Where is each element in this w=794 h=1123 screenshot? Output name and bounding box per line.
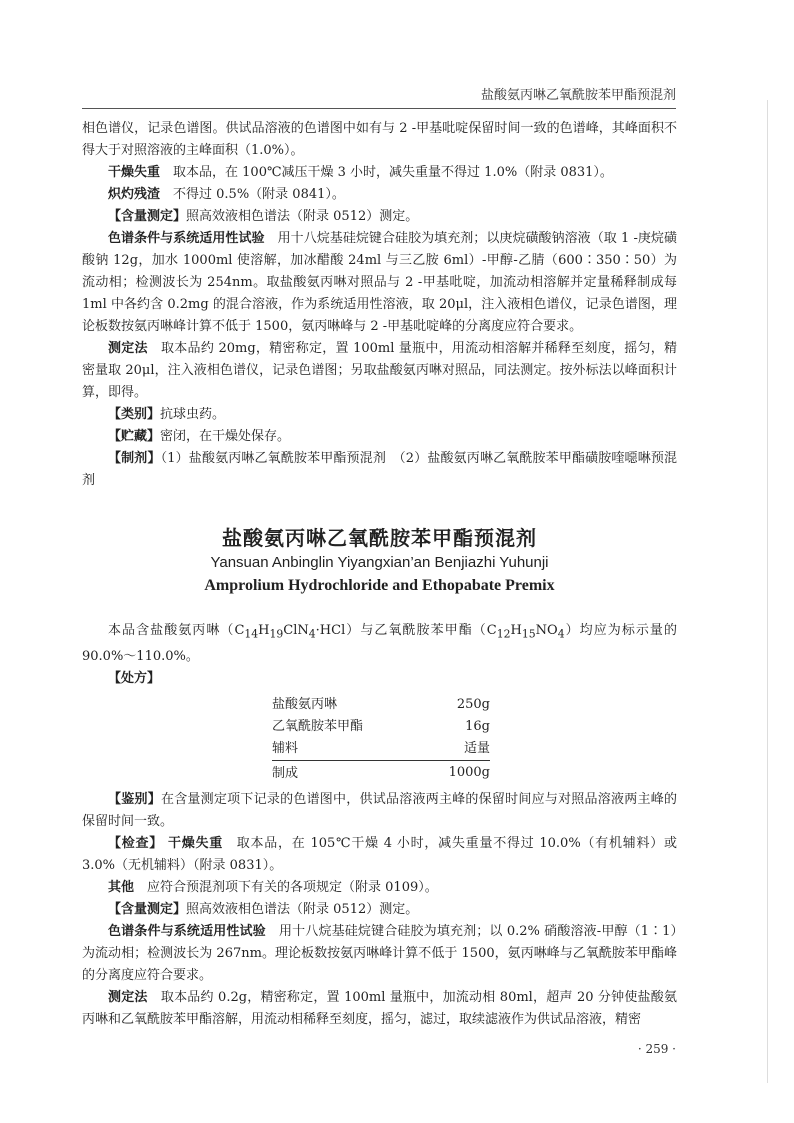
paragraph-intro: 本品含盐酸氨丙啉$(C_{14}H_{19}ClN_4\cdot HCl)$与乙氧酰胺苯甲酯$(C_{12}H_{15}NO_4)$均应为标示量的 90.0%～110.0%。	[82, 623, 677, 664]
label: 【贮藏】	[108, 429, 161, 444]
paragraph-other: 其他 应符合预混剂项下有关的各项规定（附录 0109）。	[108, 879, 438, 895]
label: 测定法	[108, 989, 148, 1005]
formula-table	[272, 694, 490, 785]
formula-row: 乙氧酰胺苯甲酯 16g	[272, 718, 490, 734]
formula-heading: 【处方】	[108, 670, 161, 686]
monograph-title-pinyin: Yansuan Anbinglin Yiyangxian’an Benjiazhi Yuhunji	[210, 554, 549, 571]
label: 色谱条件与系统适用性试验	[108, 231, 265, 246]
paragraph-residue-on-ignition: 炽灼残渣 不得过 0.5%（附录 0841）。	[108, 187, 345, 202]
margin-rule	[767, 100, 768, 1083]
label: 【含量测定】	[108, 901, 187, 917]
label: 测定法	[108, 341, 148, 356]
label: 【类别】	[108, 407, 161, 422]
label: 其他	[108, 879, 135, 895]
label: 干燥失重	[108, 165, 161, 180]
label: 【鉴别】	[108, 791, 161, 807]
paragraph-identification: 【鉴别】在含量测定项下记录的色谱图中，供试品溶液两主峰的保留时间应与对照品溶液两主峰的保留时间一致。	[82, 791, 677, 829]
paragraph-procedure-2: 测定法 取本品约 0.2g，精密称定，置 100ml 量瓶中，加流动相 80ml，超声 20 分钟使盐酸氨丙啉和乙氧酰胺苯甲酯溶解，用流动相稀释至刻度，摇匀，滤过，取续滤液作为供试品溶液，精密	[82, 989, 677, 1027]
paragraph-preparations: 【制剂】（1）盐酸氨丙啉乙氧酰胺苯甲酯预混剂 （2）盐酸氨丙啉乙氧酰胺苯甲酯磺胺喹噁啉预混剂	[82, 451, 677, 488]
paragraph-assay-2: 【含量测定】照高效液相色谱法（附录 0512）测定。	[108, 901, 419, 917]
paragraph-storage: 【贮藏】密闭，在干燥处保存。	[108, 429, 291, 444]
label: 【检查】	[108, 835, 164, 851]
paragraph-continued: 相色谱仪，记录色谱图。供试品溶液的色谱图中如有与 2 -甲基吡啶保留时间一致的色谱峰，其峰面积不得大于对照溶液的主峰面积（1.0%）。	[82, 121, 677, 158]
page-body	[82, 118, 677, 1031]
formula-row: 盐酸氨丙啉 250g	[272, 696, 490, 712]
page-number: · 259 ·	[637, 1042, 676, 1056]
paragraph-loss-on-drying: 干燥失重 取本品，在 100℃减压干燥 3 小时，减失重量不得过 1.0%（附录 0831）。	[108, 165, 613, 180]
paragraph-procedure: 测定法 取本品约 20mg，精密称定，置 100ml 量瓶中，用流动相溶解并稀释至刻度，摇匀，精密量取 20μl，注入液相色谱仪，记录色谱图；另取盐酸氨丙啉对照品，同法测定。按外标法以峰面积计算，即得。	[82, 341, 677, 400]
label: 干燥失重	[167, 835, 223, 851]
paragraph-chromatographic-conditions: 色谱条件与系统适用性试验 用十八烷基硅烷键合硅胶为填充剂；以庚烷磺酸钠溶液（取 1 -庚烷磺酸钠 12g，加水 1000ml 使溶解，加冰醋酸 24ml 与三乙胺 6ml）-甲醇-乙腈（600∶350∶50）为流动相；检测波长为 254nm。取盐酸氨丙啉对照品与 2 -甲基吡啶，加流动相溶解并定量稀释制成每 1ml 中各约含 0.2mg 的混合溶液，作为系统适用性溶液，取 20μl，注入液相色谱仪，记录色谱图，理论板数按氨丙啉峰计算不低于 1500，氨丙啉峰与 2 -甲基吡啶峰的分离度应符合要求。	[82, 231, 677, 334]
label: 【含量测定】	[108, 209, 187, 224]
header-rule	[82, 108, 676, 109]
paragraph-tests: 【检查】 干燥失重 取本品，在 105℃干燥 4 小时，减失重量不得过 10.0%（有机辅料）或 3.0%（无机辅料）（附录 0831）。	[82, 835, 677, 873]
monograph-title-chinese: 盐酸氨丙啉乙氧酰胺苯甲酯预混剂	[222, 526, 537, 550]
monograph-title-english: Amprolium Hydrochloride and Ethopabate Premix	[204, 577, 555, 594]
label: 色谱条件与系统适用性试验	[108, 923, 266, 939]
running-header: 盐酸氨丙啉乙氧酰胺苯甲酯预混剂	[480, 88, 676, 103]
monograph-title-block	[82, 524, 677, 598]
label: 【制剂】	[108, 451, 161, 466]
label: 炽灼残渣	[108, 187, 161, 202]
formula-row: 辅料 适量	[272, 738, 490, 761]
formula-total-row: 制成 1000g	[272, 764, 490, 781]
paragraph-assay: 【含量测定】照高效液相色谱法（附录 0512）测定。	[108, 209, 419, 224]
paragraph-category: 【类别】抗球虫药。	[108, 407, 226, 422]
paragraph-chromatographic-conditions-2: 色谱条件与系统适用性试验 用十八烷基硅烷键合硅胶为填充剂；以 0.2% 硝酸溶液-甲醇（1∶1）为流动相；检测波长为 267nm。理论板数按氨丙啉峰计算不低于 1500，氨丙啉峰与乙氧酰胺苯甲酯峰的分离度应符合要求。	[82, 923, 677, 983]
